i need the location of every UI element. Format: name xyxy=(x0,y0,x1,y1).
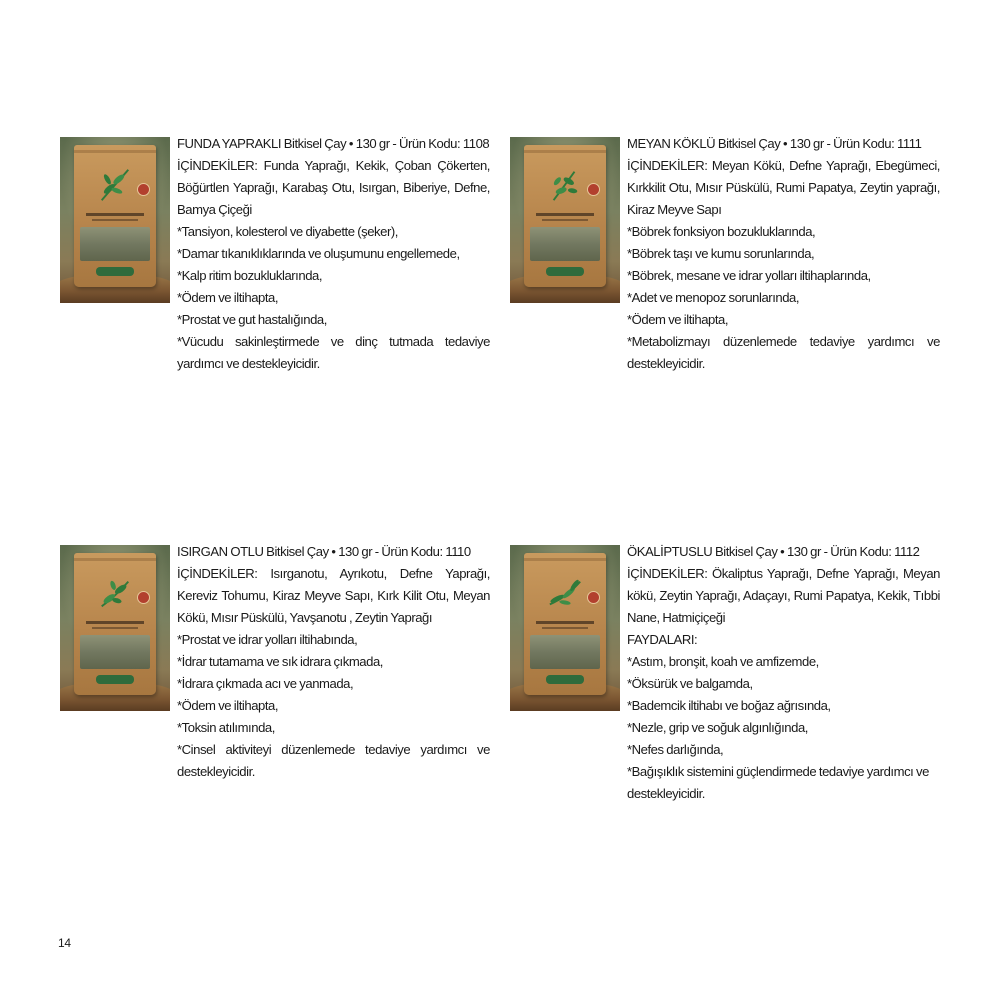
herb-icon xyxy=(96,165,134,205)
benefit-item: *Öksürük ve balgamda, xyxy=(627,676,753,691)
benefit-item: *İdrar tutamama ve sık idrara çıkmada, xyxy=(177,654,383,669)
stamp-icon xyxy=(137,591,150,604)
benefit-item: *Bademcik iltihabı ve boğaz ağrısında, xyxy=(627,698,831,713)
product-title: ISIRGAN OTLU Bitkisel Çay • 130 gr - Ürün Kodu: 1110 xyxy=(177,544,471,559)
benefit-item: *Ödem ve iltihapta, xyxy=(177,698,279,713)
benefit-item: *İdrara çıkmada acı ve yanmada, xyxy=(177,676,354,691)
product-title: FUNDA YAPRAKLI Bitkisel Çay • 130 gr - Ürün Kodu: 1108 xyxy=(177,136,490,151)
product-description xyxy=(627,133,940,375)
benefit-item: *Damar tıkanıklıklarında ve oluşumunu engellemede, xyxy=(177,246,460,261)
benefit-item: *Tansiyon, kolesterol ve diyabette (şeker), xyxy=(177,224,398,239)
benefit-item: *Toksin atılımında, xyxy=(177,720,275,735)
benefit-item: *Adet ve menopoz sorunlarında, xyxy=(627,290,800,305)
benefit-item: *Bağışıklık sistemini güçlendirmede tedaviye yardımcı ve destekleyicidir. xyxy=(627,764,929,801)
herb-icon xyxy=(546,165,584,205)
brand-logo xyxy=(546,267,584,276)
product-image xyxy=(60,137,170,303)
brand-logo xyxy=(96,267,134,276)
stamp-icon xyxy=(587,183,600,196)
product-meyan xyxy=(510,137,950,437)
herb-icon xyxy=(546,573,584,613)
stamp-icon xyxy=(137,183,150,196)
benefit-item: *Metabolizmayı düzenlemede tedaviye yardımcı ve destekleyicidir. xyxy=(627,334,940,371)
product-funda xyxy=(60,137,500,437)
benefit-item: *Kalp ritim bozukluklarında, xyxy=(177,268,323,283)
benefit-item: *Böbrek fonksiyon bozukluklarında, xyxy=(627,224,816,239)
benefit-item: *Cinsel aktiviteyi düzenlemede tedaviye yardımcı ve destekleyicidir. xyxy=(177,742,490,779)
ingredients: İÇİNDEKİLER: Funda Yaprağı, Kekik, Çoban Çökerten, Böğürtlen Yaprağı, Karabaş Otu, Isırgan, Biberiye, Defne, Bamya Çiçeği xyxy=(177,158,490,217)
product-image xyxy=(60,545,170,711)
benefit-item: *Nefes darlığında, xyxy=(627,742,724,757)
product-image xyxy=(510,137,620,303)
stamp-icon xyxy=(587,591,600,604)
benefit-item: *Böbrek taşı ve kumu sorunlarında, xyxy=(627,246,815,261)
benefit-item: *Prostat ve idrar yolları iltihabında, xyxy=(177,632,358,647)
herb-icon xyxy=(96,573,134,613)
benefit-item: *Ödem ve iltihapta, xyxy=(177,290,279,305)
product-description xyxy=(177,133,490,375)
brand-logo xyxy=(546,675,584,684)
benefit-item: *Böbrek, mesane ve idrar yolları iltihaplarında, xyxy=(627,268,871,283)
ingredients: İÇİNDEKİLER: Ökaliptus Yaprağı, Defne Yaprağı, Meyan kökü, Zeytin Yaprağı, Adaçayı, Rumi Papatya, Kekik, Tıbbi Nane, Hatmiçiçeği xyxy=(627,566,940,625)
ingredients: İÇİNDEKİLER: Meyan Kökü, Defne Yaprağı, Ebegümeci, Kırkkilit Otu, Mısır Püskülü, Rumi Papatya, Zeytin yaprağı, Kiraz Meyve Sapı xyxy=(627,158,940,217)
product-title: ÖKALİPTUSLU Bitkisel Çay • 130 gr - Ürün Kodu: 1112 xyxy=(627,544,920,559)
benefit-item: *Astım, bronşit, koah ve amfizemde, xyxy=(627,654,819,669)
benefit-item: *Ödem ve iltihapta, xyxy=(627,312,729,327)
benefit-item: *Prostat ve gut hastalığında, xyxy=(177,312,327,327)
benefits-heading: FAYDALARI: xyxy=(627,632,698,647)
product-description xyxy=(177,541,490,783)
ingredients: İÇİNDEKİLER: Isırganotu, Ayrıkotu, Defne Yaprağı, Kereviz Tohumu, Kiraz Meyve Sapı, Kırk Kilit Otu, Meyan Kökü, Mısır Püskülü, Yavşanotu , Zeytin Yaprağı xyxy=(177,566,490,625)
benefit-item: *Nezle, grip ve soğuk algınlığında, xyxy=(627,720,808,735)
brand-logo xyxy=(96,675,134,684)
product-isirgan xyxy=(60,545,500,845)
page-number: 14 xyxy=(58,936,71,950)
product-title: MEYAN KÖKLÜ Bitkisel Çay • 130 gr - Ürün Kodu: 1111 xyxy=(627,136,922,151)
product-image xyxy=(510,545,620,711)
product-okaliptus xyxy=(510,545,950,845)
benefit-item: *Vücudu sakinleştirmede ve dinç tutmada tedaviye yardımcı ve destekleyicidir. xyxy=(177,334,490,371)
product-description xyxy=(627,541,940,805)
